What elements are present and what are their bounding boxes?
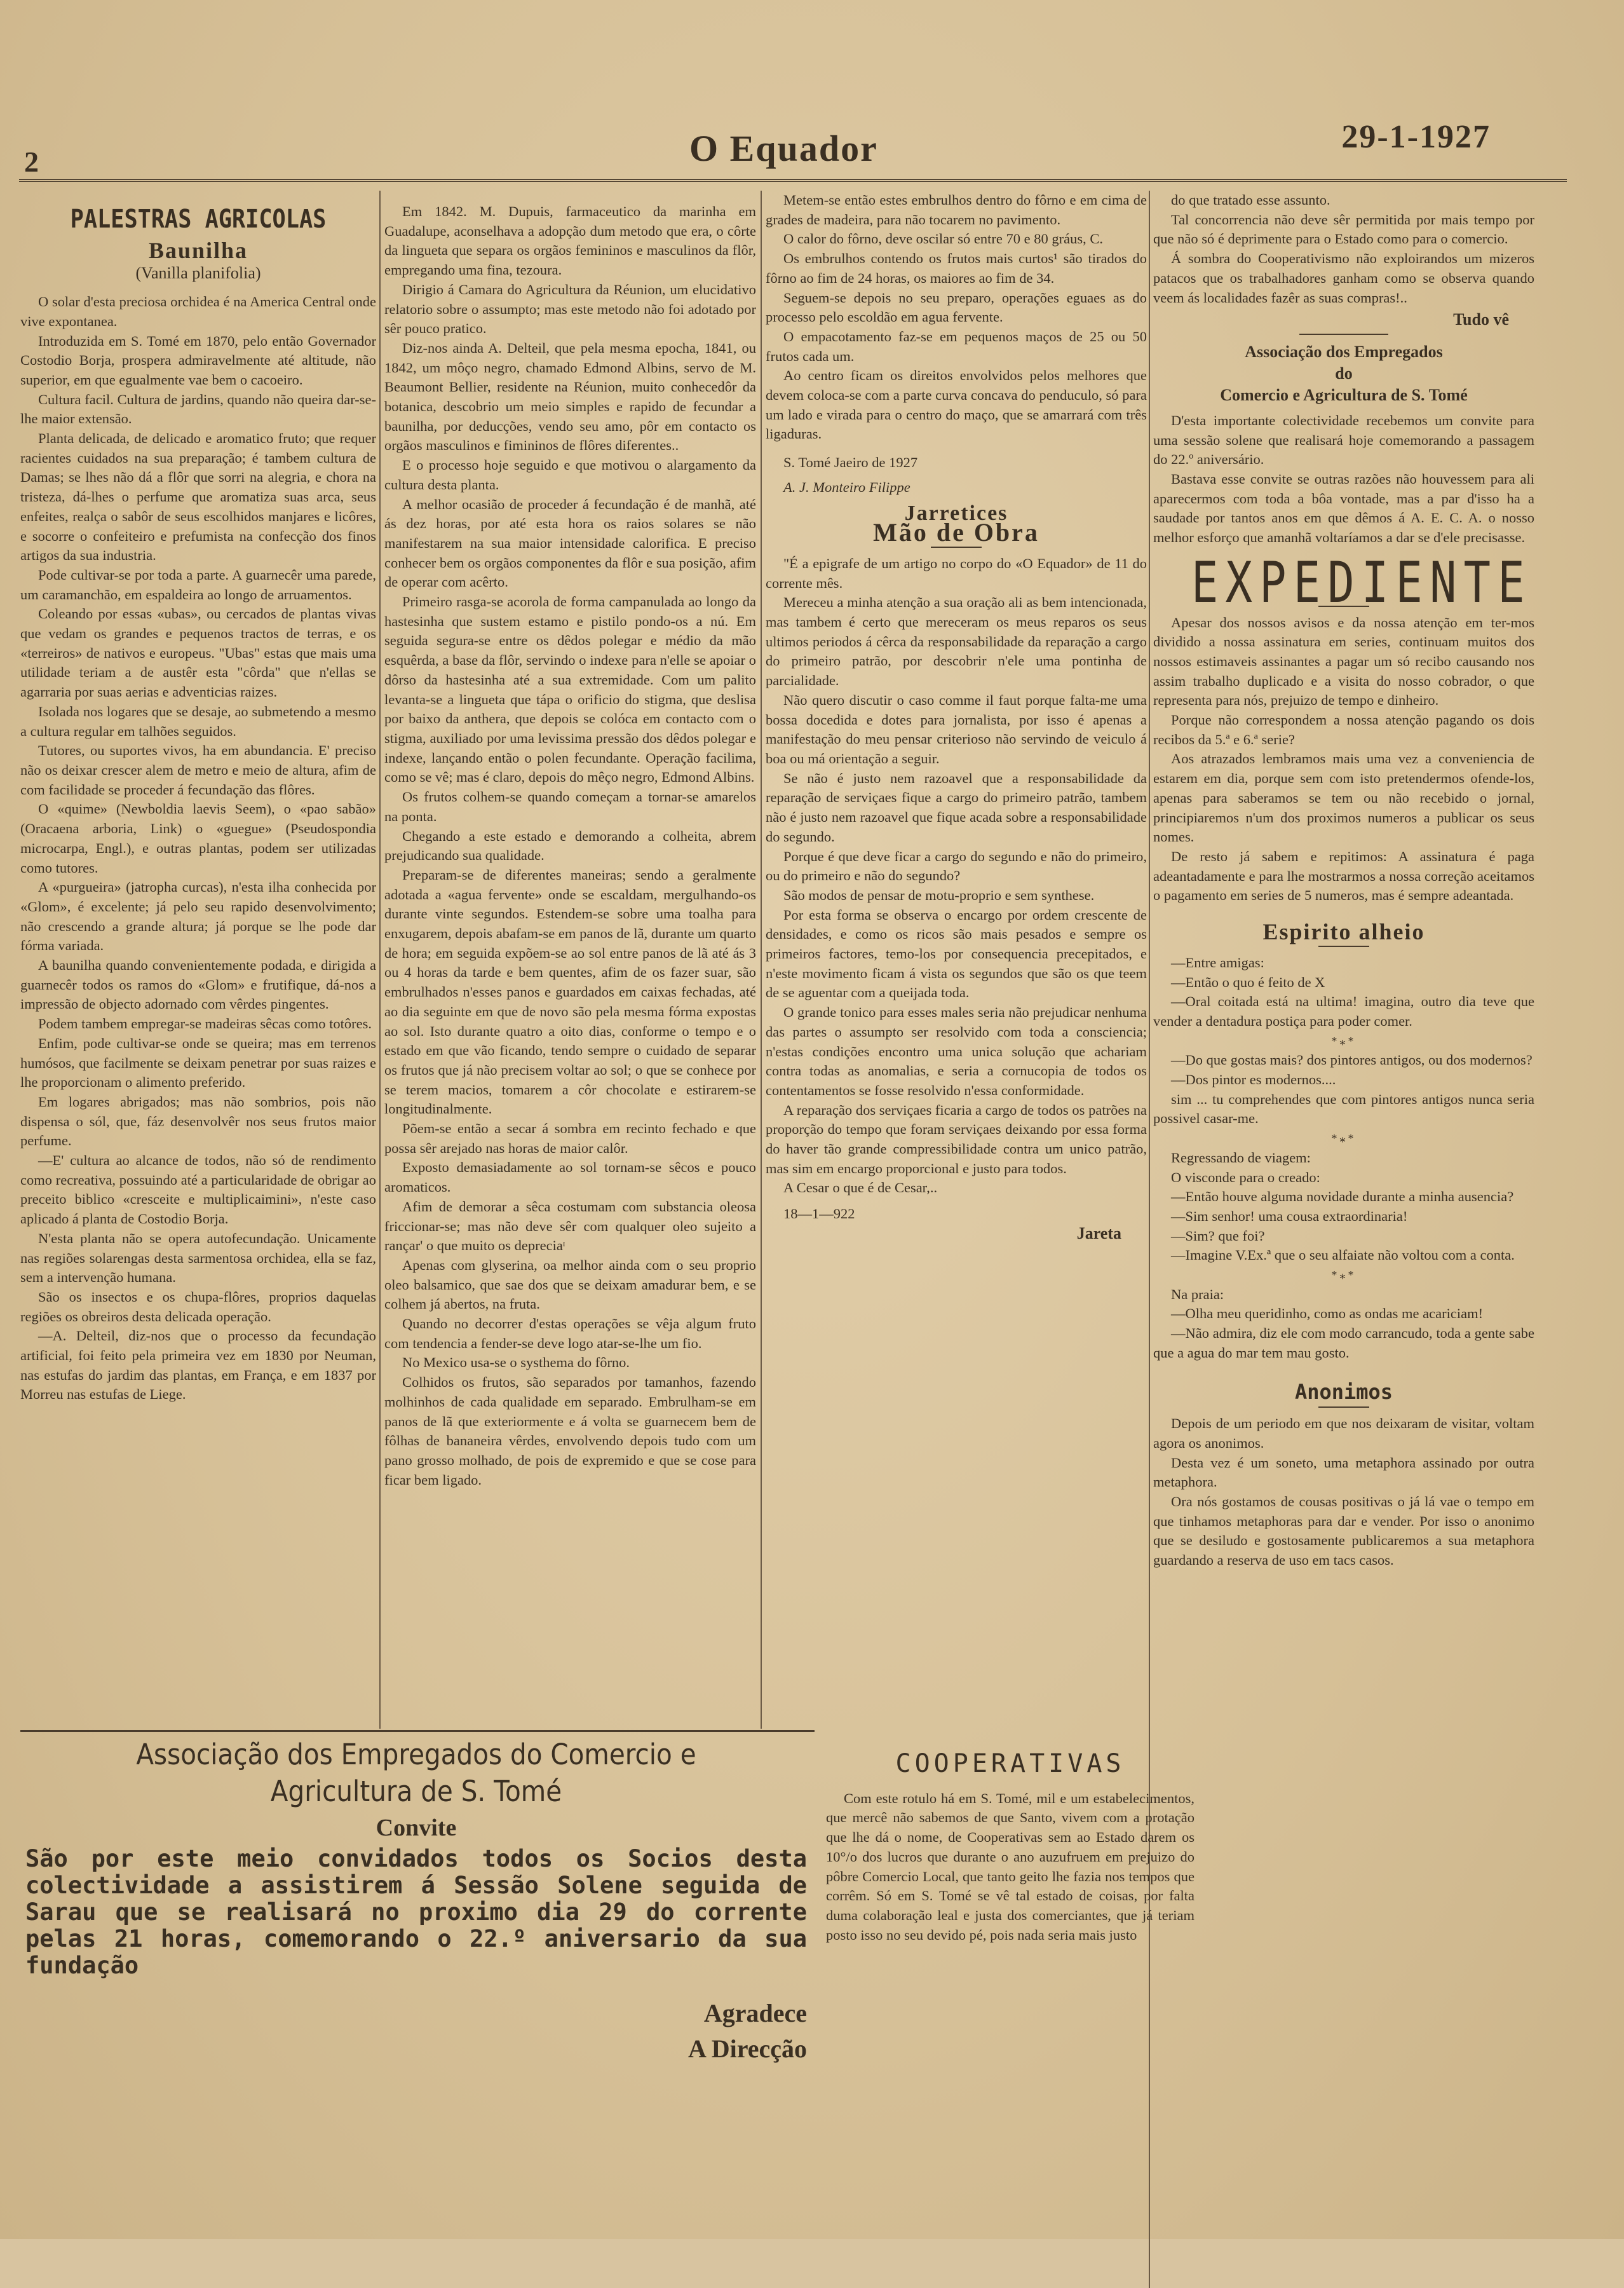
- article-date: 18—1—922: [783, 1206, 855, 1222]
- cooperativas-article: [826, 1749, 1194, 1945]
- paragraph: A reparação dos serviçaes ficaria a cargo de todos os patrões na proporção do tempo que foram serviçaes deixando por essa forma do haver tão grande compressibilidade contra um unico patrão, mas sim em encargo proporcional e justo para todos.: [766, 1101, 1147, 1176]
- paragraph: Ao centro ficam os direitos envolvidos pelos melhores que devem coloca-se com a parte curva concava do penduculo, só para um lado e virada para o centro do maço, que se amarrará com três ligaduras.: [766, 367, 1147, 442]
- paragraph: Põem-se então a secar á sombra em recinto fechado e que possa sêr arejado nas horas de maior calôr.: [384, 1120, 756, 1156]
- masthead: [0, 0, 1624, 184]
- paragraph: São os insectos e os chupa-flôres, proprios daquelas regiões os obreiros desta delicada operação.: [20, 1288, 376, 1324]
- paragraph: Metem-se então estes embrulhos dentro do fôrno e em cima de grades de madeira, para não tocarem no pavimento.: [766, 192, 1147, 228]
- paragraph: A «purgueira» (jatropha curcas), n'esta ilha conhecida por «Glom», é excelente; já pelo seu rapido desenvolvimento; não crescendo a grande altura; já porque se lhe pode dar fórma variada.: [20, 879, 376, 954]
- paragraph: A melhor ocasião de proceder á fecundação é de manhã, até ás dez horas, por até esta hora os raios solares se não manifestarem na sua maior intensidade calorifica. E preciso conhecer bem os orgãos componentes da flôr e sua posição, afim de operar com acêrto.: [384, 496, 756, 590]
- separator-stars: *⁎*: [1331, 1132, 1357, 1145]
- section-heading-cooperativas: COOPERATIVAS: [895, 1749, 1125, 1778]
- joke-line: —Sim? que foi?: [1171, 1227, 1265, 1244]
- paragraph: Preparam-se de diferentes maneiras; sendo a geralmente adotada a «agua fervente» onde se escaldam, mergulhando-os durante vinte segundos. Estendem-se sobre uma toalha para enxugarem, depois abafam-se em panos de lã, durante um quarto de hora; em seguida expõem-se ao sol entre panos de lã até ás 3 ou 4 horas da tarde e bem quentes, afim de os fazer suar, são embrulhados n'esses panos e guardados em caixas fechadas, até ao dia seguinte em que de novo são pela mesma fórma expostas ao sol. Isto durante quatro a oito dias, conforme o tempo e o estado em que vão ficando, tendo sempre o cuidado de separar os frutos que já não precisem voltar ao sol; o que se conhece por se terem macios, tomarem a côr chocolate e estirarem-se longitudinalmente.: [384, 866, 756, 1117]
- paragraph: Á sombra do Cooperativismo não exploirandos um mizeros patacos que os trabalhadores ganham como se observa quando veem ás localidades fazêr as suas compras!..: [1153, 250, 1534, 306]
- joke-line: O visconde para o creado:: [1171, 1169, 1320, 1185]
- notice-title-line-2: do: [1335, 364, 1353, 383]
- paragraph: Introduzida em S. Tomé em 1870, pelo então Governador Costodio Borja, prospera admiravelmente até altitude, não superior, em que egualmente vae bem o cacoeiro.: [20, 332, 376, 388]
- paragraph: Se não é justo nem razoavel que a responsabilidade da reparação de serviçaes fique a cargo do primeiro patrão, tambem não é justo nem razoavel que fique acada sobre a responsabilidade do segundo.: [766, 770, 1147, 845]
- joke-line: —Então o quo é feito de X: [1171, 974, 1325, 990]
- paragraph: Coleando por essas «ubas», ou cercados de plantas vivas que vedam os grandes e pequenos tractos de terras, e os «terreiros» de nativos e europeus. "Ubas" estas que mais uma utilidade teriam a de austêr esta "côrda" que n'ellas se agarraria por suas aerias e adventicias raizes.: [20, 606, 376, 700]
- paragraph: do que tratado esse assunto.: [1171, 192, 1330, 208]
- column-4: [1153, 191, 1534, 1570]
- joke-line: —Oral coitada está na ultima! imagina, outro dia teve que vender a dentadura postiça para poder comer.: [1153, 993, 1534, 1029]
- column-1: [20, 202, 376, 1405]
- notice-title-line-3: Comercio e Agricultura de S. Tomé: [1220, 385, 1468, 404]
- paragraph: Porque não correspondem a nossa atenção pagando os dois recibos da 5.ª e 6.ª serie?: [1153, 712, 1534, 747]
- paragraph: O «quime» (Newboldia laevis Seem), o «pao sabão» (Oracaena arboria, Link) o «guegue» (Pseudospondia microcarpa, Engl.), e outras plantas, podem ser utilizadas como tutores.: [20, 801, 376, 876]
- paragraph: Em logares abrigados; mas não sombrios, pois não dispensa o sól, que, fáz desenvolvêr nos seus frutos maior perfume.: [20, 1093, 376, 1149]
- paragraph: Aos atrazados lembramos mais uma vez a conveniencia de estarem em dia, porque sem com isto pretendermos ofende-los, apenas para saberamos se tem ou não recebido o jornal, principiaremos n'um dos proximos numeros a publicar os seus nomes.: [1153, 751, 1534, 845]
- joke-line: Na praia:: [1171, 1286, 1224, 1302]
- paragraph: Exposto demasiadamente ao sol tornam-se sêcos e pouco aromaticos.: [384, 1159, 756, 1195]
- article-subtitle-mao-de-obra: Mão de Obra: [873, 518, 1039, 547]
- masthead-rule: [19, 179, 1567, 182]
- paragraph: São modos de pensar de motu-proprio e sem synthese.: [783, 887, 1095, 903]
- paragraph: Bastava esse convite se outras razões não houvessem para ali aparecermos com toda a bôa vontade, mas a par d'isso ha a saudade por tantos anos em que dêmos á A. E. C. A. o nosso melhor esforço que amanhã voltaríamos a dar se d'ele precisasse.: [1153, 471, 1534, 546]
- paragraph: Seguem-se depois no seu preparo, operações eguaes as do processo pelo escoldão em agua fervente.: [766, 289, 1147, 325]
- paragraph: —A. Delteil, diz-nos que o processo da fecundação artificial, foi feito pela primeira vez em 1830 por Neuman, nas estufas do jardim das plantas, em França, e em 1837 por Morreu nas estufas de Liege.: [20, 1328, 376, 1403]
- paragraph: Depois de um periodo em que nos deixaram de visitar, voltam agora os anonimos.: [1153, 1415, 1534, 1451]
- paragraph: Enfim, pode cultivar-se onde se queira; mas em terrenos humósos, que facilmente se deixam penetrar por suas raizes e lhe proporcionam o alimento preferido.: [20, 1035, 376, 1091]
- paragraph: Em 1842. M. Dupuis, farmaceutico da marinha em Guadalupe, aconselhava a adopção dum metodo que era, o côrte da lingueta que separa os orgãos femininos e masculinos da flôr, empregando uma fina, tezoura.: [384, 203, 756, 278]
- paragraph: Não quero discutir o caso comme il faut porque falta-me uma bossa docedida e dotes para jornalista, por isso é apenas a manifestação do meu pensar criterioso não servindo de veiculo á boa ou má orientação a seguir.: [766, 691, 1147, 766]
- section-heading-palestras: PALESTRAS AGRICOLAS: [70, 205, 327, 234]
- paragraph: Cultura facil. Cultura de jardins, quando não queira dar-se-lhe maior extensão.: [20, 391, 376, 427]
- paragraph: De resto já sabem e repitimos: A assinatura é paga adeantadamente e para lhe mostrarmos a nossa correção aceitamos o pagamento em series de 5 numeros, mas é sempre adeantada.: [1153, 848, 1534, 904]
- paragraph: Dirigio á Camara do Agricultura da Réunion, um elucidativo relatorio sobre o assumpto; mas este metodo não foi adotado por sêr pouco pratico.: [384, 281, 756, 337]
- column-divider: [1149, 191, 1150, 2288]
- invitation-title: Associação dos Empregados do Comercio e Agricultura de S. Tomé: [136, 1738, 696, 1808]
- paragraph: O solar d'esta preciosa orchidea é na America Central onde vive expontanea.: [20, 294, 376, 329]
- joke-line: —Entre amigas:: [1171, 954, 1264, 970]
- article-subtitle: (Vanilla planifolia): [135, 264, 261, 283]
- column-divider: [761, 191, 762, 1729]
- joke-line: —Imagine V.Ex.ª que o seu alfaiate não voltou com a conta.: [1171, 1247, 1515, 1263]
- paragraph: Diz-nos ainda A. Delteil, que pela mesma epocha, 1841, ou 1842, um môço negro, chamado Edmond Albins, servo de M. Beaumont Bellier, residente na Réunion, muito conhecedôr da botanica, descobrio um meio simples e rapido de fecundar a baunilha, por deducções, vendo seu amo, pôr em contacto os orgãos masculinos e fimininos de flôres diferentes..: [384, 339, 756, 454]
- divider: [1318, 1406, 1369, 1408]
- paragraph: Afim de demorar a sêca costumam com substancia oleosa friccionar-se; mas não deve sêr com qualquer oleo sujeito a rançar' o que muito os depreciaᶦ: [384, 1198, 756, 1254]
- invitation-notice: [25, 1736, 807, 2067]
- issue-date: 29-1-1927: [1341, 119, 1491, 155]
- paragraph: Pode cultivar-se por toda a parte. A guarnecêr uma parede, um caramanchão, em espaldeira ao longo de arruamentos.: [20, 566, 376, 603]
- column-2: [384, 202, 756, 1490]
- section-heading-anonimos: Anonimos: [1294, 1379, 1393, 1404]
- column-3: [766, 191, 1147, 1244]
- joke-line: —Olha meu queridinho, como as ondas me acariciam!: [1171, 1305, 1484, 1322]
- paragraph: Tal concorrencia não deve sêr permitida por mais tempo por que não só é deprimente para o Estado como para o comercio.: [1153, 211, 1534, 247]
- paragraph: E o processo hoje seguido e que motivou o alargamento da cultura desta planta.: [384, 457, 756, 493]
- paragraph: Os frutos colhem-se quando começam a tornar-se amarelos na ponta.: [384, 789, 756, 824]
- paragraph: A Cesar o que é de Cesar,..: [783, 1180, 938, 1196]
- paragraph: Os embrulhos contendo os frutos mais curtos¹ são tirados do fôrno ao fim de 24 horas, os maiores ao fim de 34.: [766, 250, 1147, 286]
- paragraph: Primeiro rasga-se acorola de forma campanulada ao longo da hastesinha que sustem estamo e pistilo pondo-os a nú. Em seguida segura-se entre os dêdos polegar e médio da mão esquêrda, a base da flôr, servindo o indexe para n'elle se apoiar o dôrso da hastesinha até a sua extremidade. Com um palito levanta-se a lingueta que tápa o orificio do stigma, que deslisa por baixo da anthera, que depois se colóca em contacto com o stigma, auxiliado por uma levissima pressão dos dêdos polegar e indexe, lançando então o polen fecundante. Operação facilima, como se vê; mas é claro, depois do mêço negro, Edmond Albins.: [384, 594, 756, 786]
- paragraph: Desta vez é um soneto, uma metaphora assinado por outra metaphora.: [1153, 1454, 1534, 1490]
- paragraph: Porque é que deve ficar a cargo do segundo e não do primeiro, ou do primeiro e não do segundo?: [766, 848, 1147, 884]
- joke-line: Regressando de viagem:: [1171, 1149, 1311, 1166]
- invitation-heading: Convite: [376, 1815, 457, 1841]
- joke-line: —Do que gostas mais? dos pintores antigos, ou dos modernos?: [1171, 1052, 1533, 1068]
- article-title-baunilha: Baunilha: [148, 237, 248, 263]
- paragraph: No Mexico usa-se o systhema do fôrno.: [402, 1354, 630, 1371]
- divider: [1299, 334, 1388, 335]
- paragraph: Ora nós gostamos de cousas positivas o já lá vae o tempo em que tinhamos metaphoras para dar e vender. Por isso o anonimo que se desiludo e gostosamente publicaremos a sua metaphora guardando a reserva de uso em tacs casos.: [1153, 1494, 1534, 1569]
- separator-stars: *⁎*: [1331, 1269, 1357, 1282]
- paragraph: O empacotamento faz-se em pequenos maços de 25 ou 50 frutos cada um.: [766, 328, 1147, 364]
- invitation-sign-2: A Direcção: [688, 2034, 807, 2063]
- newspaper-title: O Equador: [689, 128, 878, 169]
- section-heading-espirito-alheio: Espirito alheio: [1262, 919, 1425, 945]
- paragraph: Mereceu a minha atenção a sua oração ali as bem intencionada, mas tambem é certo que mereceram os meus reparos os seus ultimos periodos á cêrca da responsabilidade da reparação a cargo do primeiro patrão, por descobrir n'ele uma pontinha de parcialidade.: [766, 594, 1147, 689]
- invitation-sign-1: Agradece: [703, 1999, 807, 2027]
- page-number: 2: [24, 146, 39, 178]
- paragraph: Tutores, ou suportes vivos, ha em abundancia. E' preciso não os deixar crescer alem de metro e meio de altura, afim de com facilidade se proceder á fecundação das flôres.: [20, 742, 376, 798]
- paragraph: Podem tambem empregar-se madeiras sêcas como totôres.: [38, 1016, 372, 1032]
- paragraph: Apesar dos nossos avisos e da nossa atenção em ter-mos dividido a nossa assinatura em series, continuam muitos dos nossos estimaveis assinantes a pagar um só recibo causando nos assim trabalho duplicado e a visita do nosso cobrador, o que representa para nós, prejuizo de tempo e dinheiro.: [1153, 614, 1534, 709]
- article-signature: Jareta: [1076, 1223, 1121, 1243]
- joke-line: —Não admira, diz ele com modo carrancudo, toda a gente sabe que a agua do mar tem mau gosto.: [1153, 1325, 1534, 1361]
- paragraph: Com este rotulo há em S. Tomé, mil e um estabelecimentos, que mercê não sabemos de que Santo, vivem com a protação que lhe dá o nome, de Cooperativas sem ao Estado darem os 10°/o dos lucros que durante o ano auzufruem em prejuizo do pôbre Comercio Local, que tanto geito lhe fazia nos tempos que corrêm. Só em S. Tomé se vê tal estado de coisas, por falta duma colaboração leal e justa dos comerciantes, que já teriam posto isso no seu devido pé, pois nada seria mais justo: [826, 1790, 1194, 1943]
- paragraph: O grande tonico para esses males seria não prejudicar nenhuma das partes o assumpto ser resolvido com toda a consciencia; n'estas condições encontro uma unica solução que achariam contra todas as anomalias, e seria a cornucopia de todos os contentamentos se fosse resolvido n'essa conformidade.: [766, 1004, 1147, 1098]
- box-top-rule: [20, 1730, 815, 1732]
- paragraph: Quando no decorrer d'estas operações se vêja algum fruto com tendencia a fender-se deve logo atar-se-lhe um fio.: [384, 1316, 756, 1351]
- paragraph: "É a epigrafe de um artigo no corpo do «O Equador» de 11 do corrente mês.: [766, 555, 1147, 591]
- paragraph: O calor do fôrno, deve oscilar só entre 70 e 80 gráus, C.: [783, 231, 1103, 247]
- joke-line: —Então houve alguma novidade durante a minha ausencia?: [1171, 1188, 1514, 1205]
- invitation-body: São por este meio convidados todos os Socios desta colectividade a assistirem á Sessão Solene seguida de Sarau que se realisará no proximo dia 29 do corrente pelas 21 horas, comemorando o 22.º aniversario da sua fundação: [25, 1845, 807, 1979]
- separator-stars: *⁎*: [1331, 1034, 1357, 1047]
- paragraph: Isolada nos logares que se desaje, ao submetendo a mesmo a cultura regular em talhões seguidos.: [20, 703, 376, 739]
- paragraph: Por esta forma se observa o encargo por ordem crescente de densidades, e como os ricos são mais pesados e sempre os primeiros factores, temo-los por consequencia precepitados, e n'este movimento ficam á vista os segundos que são os que teem de se aguentar com a queijada toda.: [766, 906, 1147, 1001]
- paragraph: D'esta importante colectividade recebemos um convite para uma sessão solene que realisará hoje comemorando a passagem do 22.º aniversário.: [1153, 412, 1534, 468]
- paragraph: Apenas com glyserina, oa melhor ainda com o seu proprio oleo balsamico, que sae dos que se deixam amadurar bem, e se colhem já abertos, na fruta.: [384, 1256, 756, 1312]
- paragraph: A baunilha quando convenientemente podada, e dirigida a guarnecêr todos os ramos do «Glom» e frutifique, dá-nos a impressão de objecto adornado com vêrdes pingentes.: [20, 957, 376, 1012]
- notice-title-line-1: Associação dos Empregados: [1245, 342, 1443, 361]
- paragraph: Planta delicada, de delicado e aromatico fruto; que requer racientes cuidados na sua preparação; é tambem cultura de Damas; se lhes não dá a flôr que sorri na alegria, e chora na tristeza, dá-lhes o perfume que aromatiza suas arca, seus enfeites, realça o sabôr de seus escolhidos manjares e licôres, e socorre o confeiteiro e prefumista na confecção dos finos artigos da sua industria.: [20, 430, 376, 564]
- joke-line: —Dos pintor es modernos....: [1171, 1072, 1336, 1088]
- paragraph: N'esta planta não se opera autofecundação. Unicamente nas regiões solarengas desta sarmentosa orchidea, ella se faz, sem a intervenção humana.: [20, 1230, 376, 1286]
- divider: [1318, 946, 1369, 947]
- joke-line: sim ... tu comprehendes que com pintores antigos nunca seria possivel casar-me.: [1153, 1091, 1534, 1127]
- paragraph: Chegando a este estado e demorando a colheita, abrem prejudicando sua qualidade.: [384, 827, 756, 864]
- article-title-jarretices: Jarretices: [904, 501, 1008, 525]
- paragraph: Colhidos os frutos, são separados por tamanhos, fazendo molhinhos de cada qualidade em separado. Embrulham-se em panos de lã que exteriormente e á volta se guarnecem bem de fôlhas de bananeira vêrdes, envolvendo depois tudo com um pano grosso molhado, de pois de expremido e que se cose para ficar bem ligado.: [384, 1374, 756, 1488]
- divider: [931, 547, 982, 548]
- column-divider: [379, 191, 381, 1729]
- article-place-date: S. Tomé Jaeiro de 1927: [783, 454, 918, 471]
- article-signature: Tudo vê: [1453, 310, 1509, 329]
- article-author: A. J. Monteiro Filippe: [783, 479, 910, 495]
- section-heading-expediente: EXPEDIENTE: [1191, 549, 1532, 615]
- joke-line: —Sim senhor! uma cousa extraordinaria!: [1171, 1208, 1408, 1224]
- paragraph: —E' cultura ao alcance de todos, não só de rendimento como recreativa, possuindo até a particularidade de obrigar ao preceito biblico «cresceite e multiplicaimini», n'este caso aplicado á planta de Costodio Borja.: [20, 1152, 376, 1227]
